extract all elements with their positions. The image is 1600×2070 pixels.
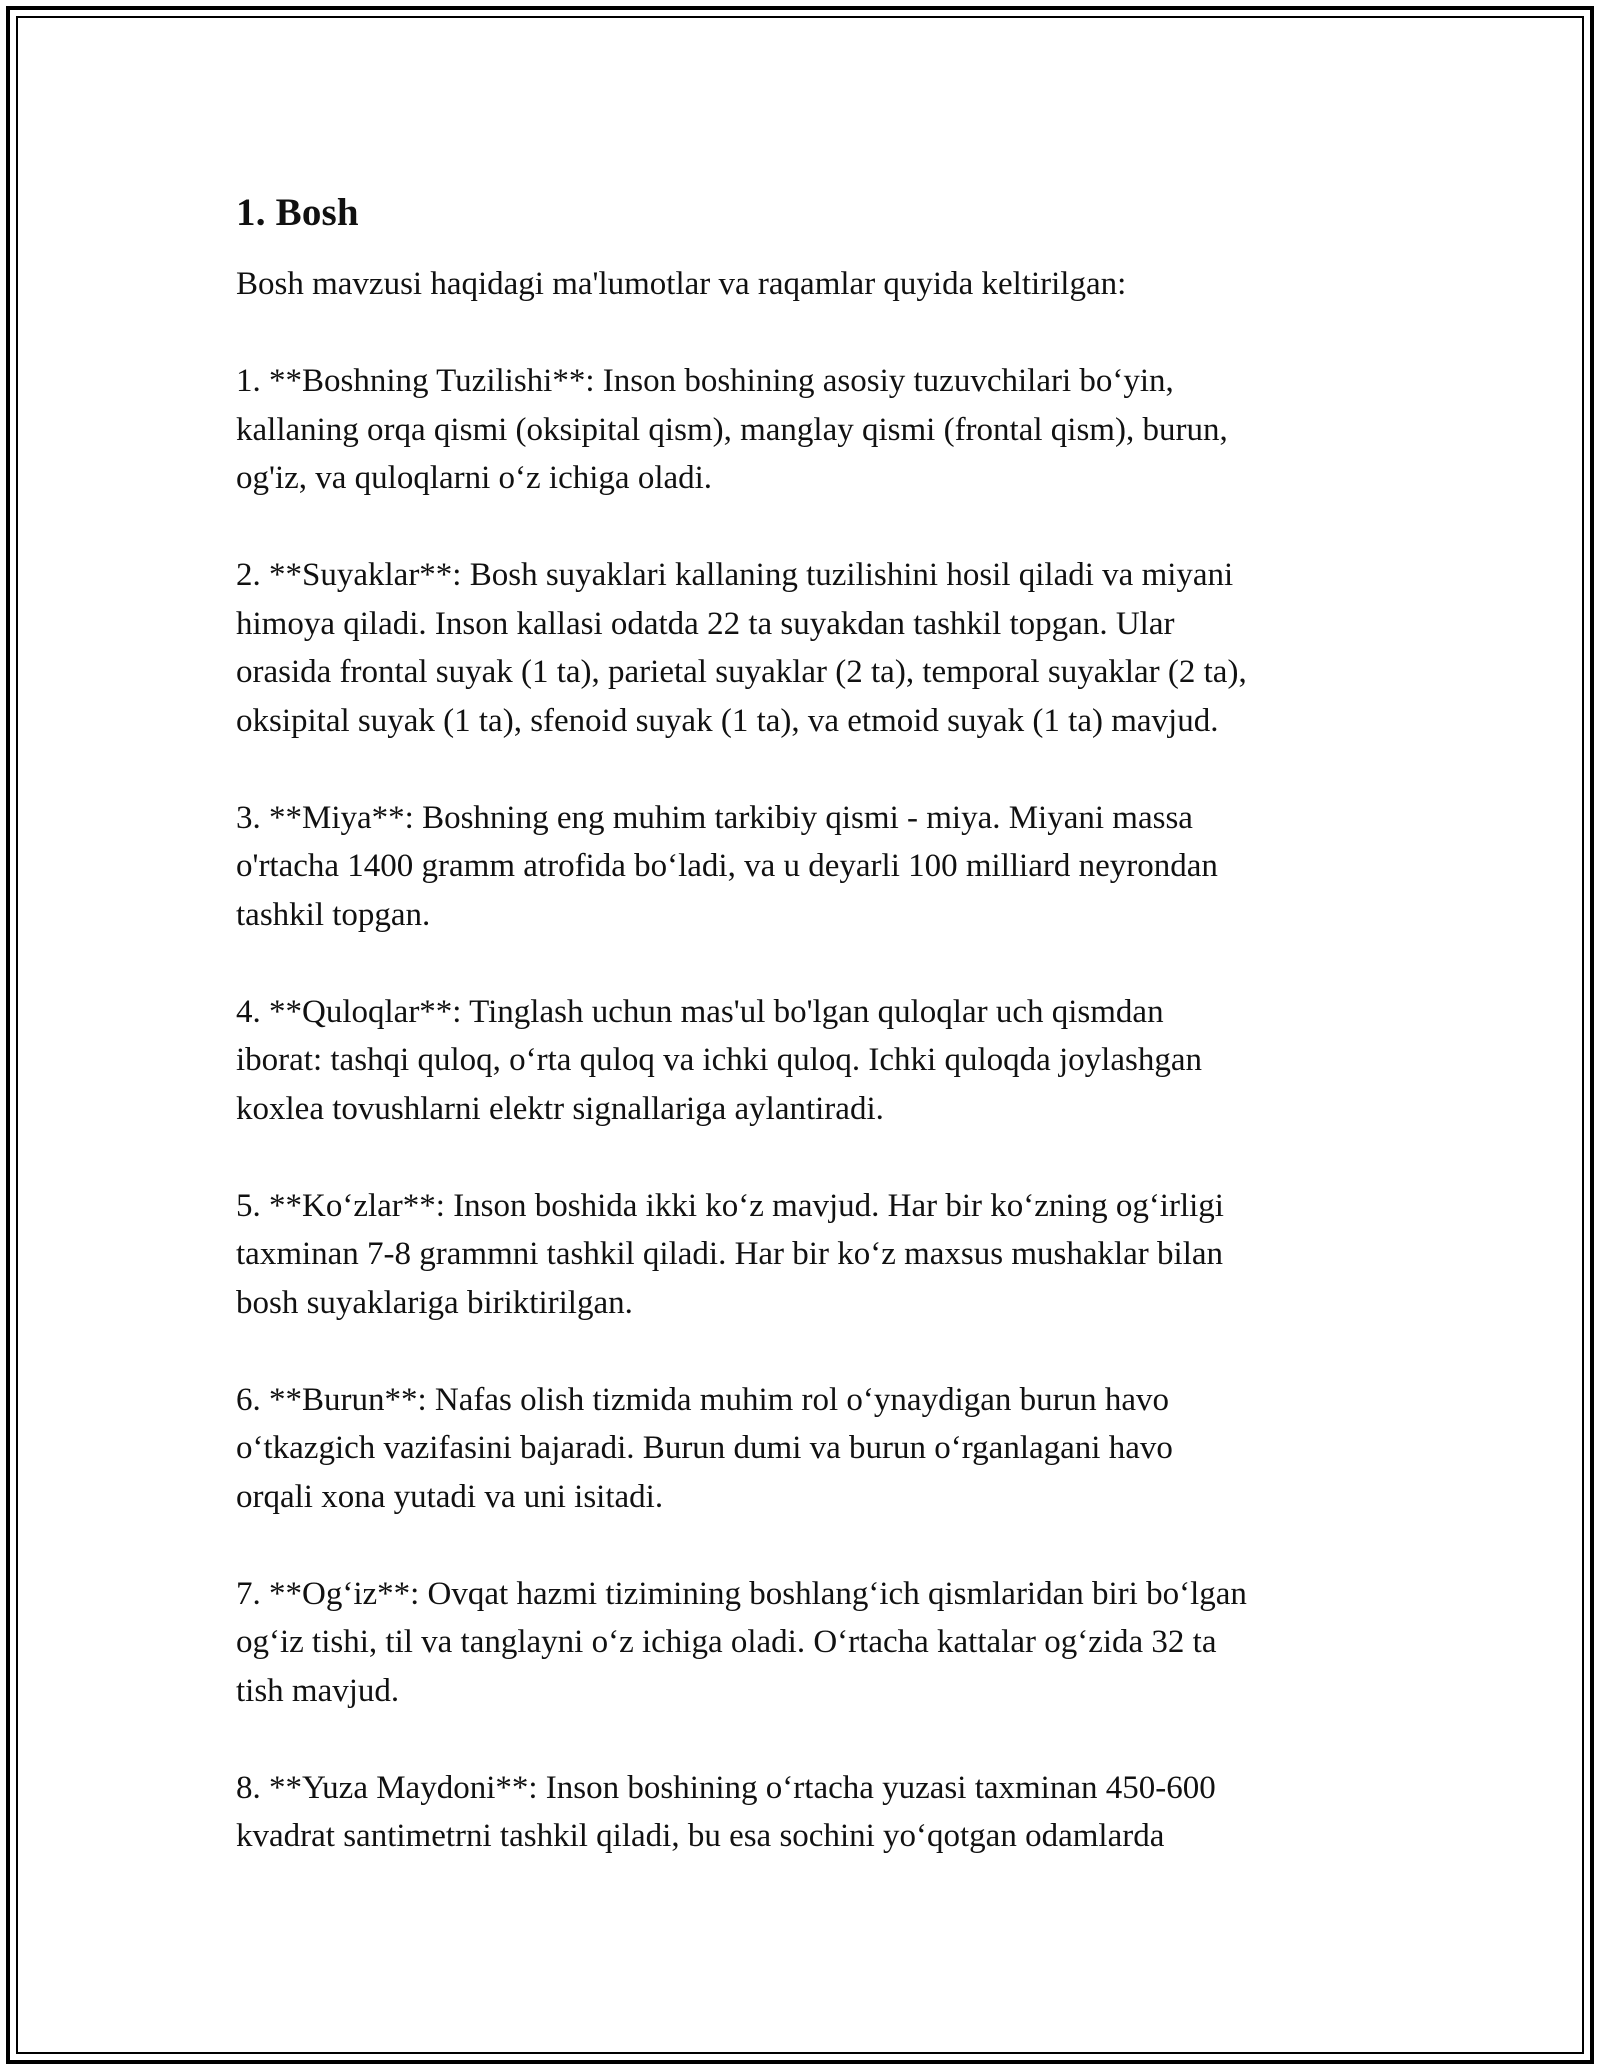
list-item-boshning-tuzilishi (236, 357, 1366, 503)
text-line: 5. **Ko‘zlar**: Inson boshida ikki ko‘z mavjud. Har bir ko‘zning og‘irligi (236, 1187, 1224, 1224)
text-line: og‘iz tishi, til va tanglayni o‘z ichiga oladi. O‘rtacha kattalar og‘zida 32 ta (236, 1624, 1217, 1660)
text-line: 6. **Burun**: Nafas olish tizmida muhim rol o‘ynaydigan burun havo (236, 1381, 1170, 1418)
text-line: koxlea tovushlarni elektr signallariga aylantiradi. (236, 1090, 884, 1127)
list-item-quloqlar (236, 988, 1366, 1134)
list-item-ogiz (236, 1570, 1366, 1716)
text-line: kvadrat santimetrni tashkil qiladi, bu esa sochini yo‘qotgan odamlarda (236, 1818, 1165, 1854)
intro-text: Bosh mavzusi haqidagi ma'lumotlar va raqamlar quyida keltirilgan: (236, 266, 1127, 302)
text-line: 8. **Yuza Maydoni**: Inson boshining o‘rtacha yuzasi taxminan 450-600 (236, 1769, 1216, 1806)
text-line: 1. **Boshning Tuzilishi**: Inson boshining asosiy tuzuvchilari bo‘yin, (236, 363, 1174, 399)
text-line: taxminan 7-8 grammni tashkil qiladi. Har bir ko‘z maxsus mushaklar bilan (236, 1236, 1224, 1272)
text-line: orasida frontal suyak (1 ta), parietal suyaklar (2 ta), temporal suyaklar (2 ta), (236, 654, 1247, 690)
document-body (236, 186, 1366, 1909)
list-item-yuza-maydoni (236, 1764, 1366, 1861)
text-line: bosh suyaklariga biriktirilgan. (236, 1284, 633, 1321)
text-line: kallaning orqa qismi (oksipital qism), manglay qismi (frontal qism), burun, (236, 411, 1228, 448)
list-item-miya (236, 794, 1366, 940)
text-line: 4. **Quloqlar**: Tinglash uchun mas'ul bo'lgan quloqlar uch qismdan (236, 993, 1164, 1030)
text-line: o'rtacha 1400 gramm atrofida bo‘ladi, va u deyarli 100 milliard neyrondan (236, 848, 1218, 884)
list-item-suyaklar (236, 551, 1366, 745)
intro-paragraph (236, 260, 1366, 309)
text-line: oksipital suyak (1 ta), sfenoid suyak (1 ta), va etmoid suyak (1 ta) mavjud. (236, 702, 1219, 739)
text-line: himoya qiladi. Inson kallasi odatda 22 ta suyakdan tashkil topgan. Ular (236, 605, 1175, 642)
section-heading: 1. Bosh (236, 191, 359, 234)
text-line: 2. **Suyaklar**: Bosh suyaklari kallaning tuzilishini hosil qiladi va miyani (236, 557, 1234, 593)
text-line: 7. **Og‘iz**: Ovqat hazmi tizimining boshlang‘ich qismlaridan biri bo‘lgan (236, 1575, 1247, 1612)
text-line: tish mavjud. (236, 1672, 400, 1709)
text-line: orqali xona yutadi va uni isitadi. (236, 1478, 664, 1515)
list-item-burun (236, 1376, 1366, 1522)
text-line: o‘tkazgich vazifasini bajaradi. Burun dumi va burun o‘rganlagani havo (236, 1430, 1173, 1466)
text-line: og'iz, va quloqlarni o‘z ichiga oladi. (236, 460, 713, 496)
text-line: tashkil topgan. (236, 896, 431, 933)
text-line: 3. **Miya**: Boshning eng muhim tarkibiy qismi - miya. Miyani massa (236, 799, 1193, 836)
list-item-kozlar (236, 1182, 1366, 1328)
text-line: iborat: tashqi quloq, o‘rta quloq va ichki quloq. Ichki quloqda joylashgan (236, 1042, 1202, 1078)
